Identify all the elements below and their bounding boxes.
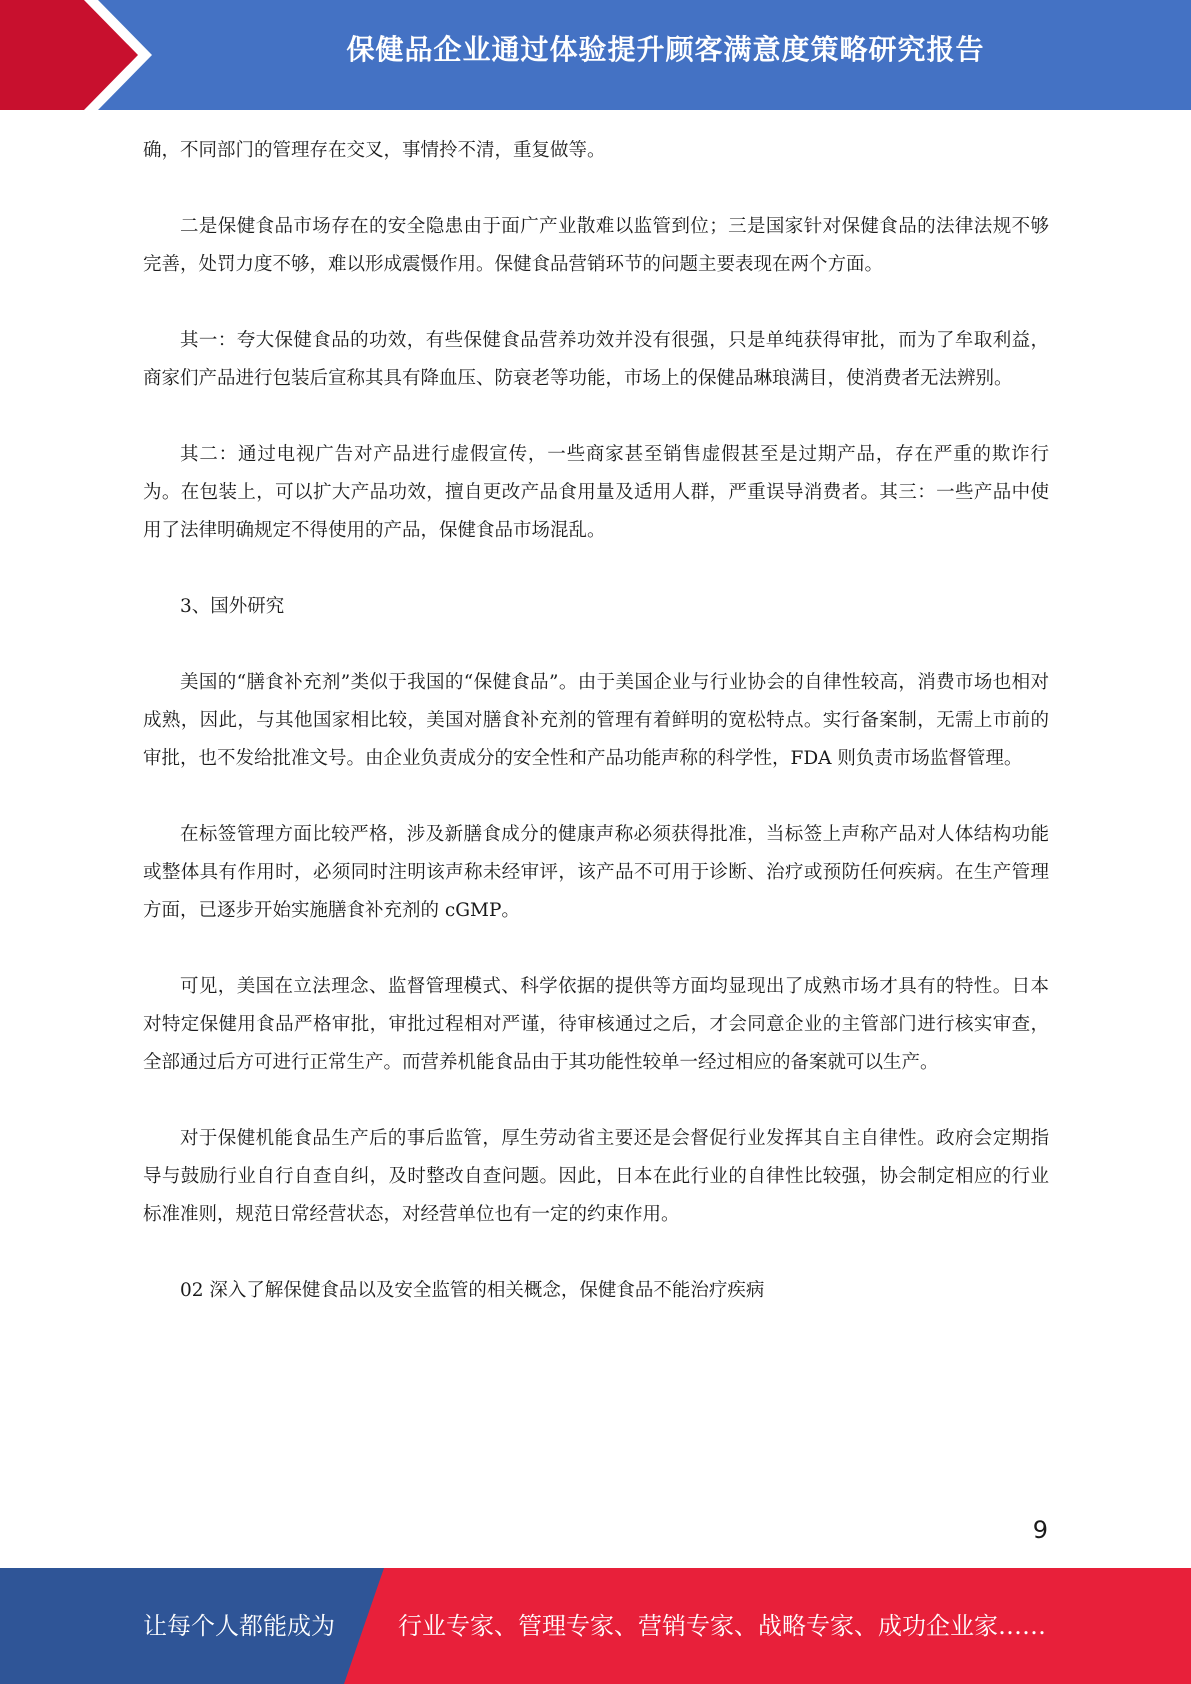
page-header [0,0,1191,110]
footer-slogan-right: 行业专家、管理专家、营销专家、战略专家、成功企业家…… [398,1612,1046,1640]
paragraph-safety-risks: 二是保健食品市场存在的安全隐患由于面广产业散难以监管到位；三是国家针对保健食品的法律法规不够完善，处罚力度不够，难以形成震慑作用。保健食品营销环节的问题主要表现在两个方面。 [143,216,1049,275]
section-heading-02: 02 深入了解保健食品以及安全监管的相关概念，保健食品不能治疗疾病 [180,1280,765,1301]
page-footer [0,1568,1191,1684]
paragraph-issue-one: 其一：夸大保健食品的功效，有些保健食品营养功效并没有很强，只是单纯获得审批，而为了牟取利益，商家们产品进行包装后宣称其具有降血压、防衰老等功能，市场上的保健品琳琅满目，使消费者无法辨别。 [143,330,1049,389]
paragraph-continuation: 确，不同部门的管理存在交叉，事情拎不清，重复做等。 [143,140,606,161]
paragraph-japan-supervision: 对于保健机能食品生产后的事后监管，厚生劳动省主要还是会督促行业发挥其自主自律性。政府会定期指导与鼓励行业自行自查自纠，及时整改自查问题。因此，日本在此行业的自律性比较强，协会制定相应的行业标准准则，规范日常经营状态，对经营单位也有一定的约束作用。 [143,1128,1049,1225]
document-title: 保健品企业通过体验提升顾客满意度策略研究报告 [346,33,985,66]
paragraph-issue-two-three: 其二：通过电视广告对产品进行虚假宣传，一些商家甚至销售虚假甚至是过期产品，存在严重的欺诈行为。在包装上，可以扩大产品功效，擅自更改产品食用量及适用人群，严重误导消费者。其三：一些产品中使用了法律明确规定不得使用的产品，保健食品市场混乱。 [143,444,1049,541]
footer-slogan-left: 让每个人都能成为 [143,1612,335,1640]
document-body [143,132,1049,1348]
paragraph-us-supplements: 美国的“膳食补充剂”类似于我国的“保健食品”。由于美国企业与行业协会的自律性较高，消费市场也相对成熟，因此，与其他国家相比较，美国对膳食补充剂的管理有着鲜明的宽松特点。实行备案制，无需上市前的审批，也不发给批准文号。由企业负责成分的安全性和产品功能声称的科学性，FDA 则负责市场监督管理。 [143,672,1049,769]
paragraph-labeling: 在标签管理方面比较严格，涉及新膳食成分的健康声称必须获得批准，当标签上声称产品对人体结构功能或整体具有作用时，必须同时注明该声称未经审评，该产品不可用于诊断、治疗或预防任何疾病。在生产管理方面，已逐步开始实施膳食补充剂的 cGMP。 [143,824,1049,921]
page-number: 9 [1032,1516,1048,1544]
section-heading-foreign-research: 3、国外研究 [180,596,285,617]
paragraph-japan-approval: 可见，美国在立法理念、监督管理模式、科学依据的提供等方面均显现出了成熟市场才具有的特性。日本对特定保健用食品严格审批，审批过程相对严谨，待审核通过之后，才会同意企业的主管部门进行核实审查，全部通过后方可进行正常生产。而营养机能食品由于其功能性较单一经过相应的备案就可以生产。 [143,976,1049,1073]
